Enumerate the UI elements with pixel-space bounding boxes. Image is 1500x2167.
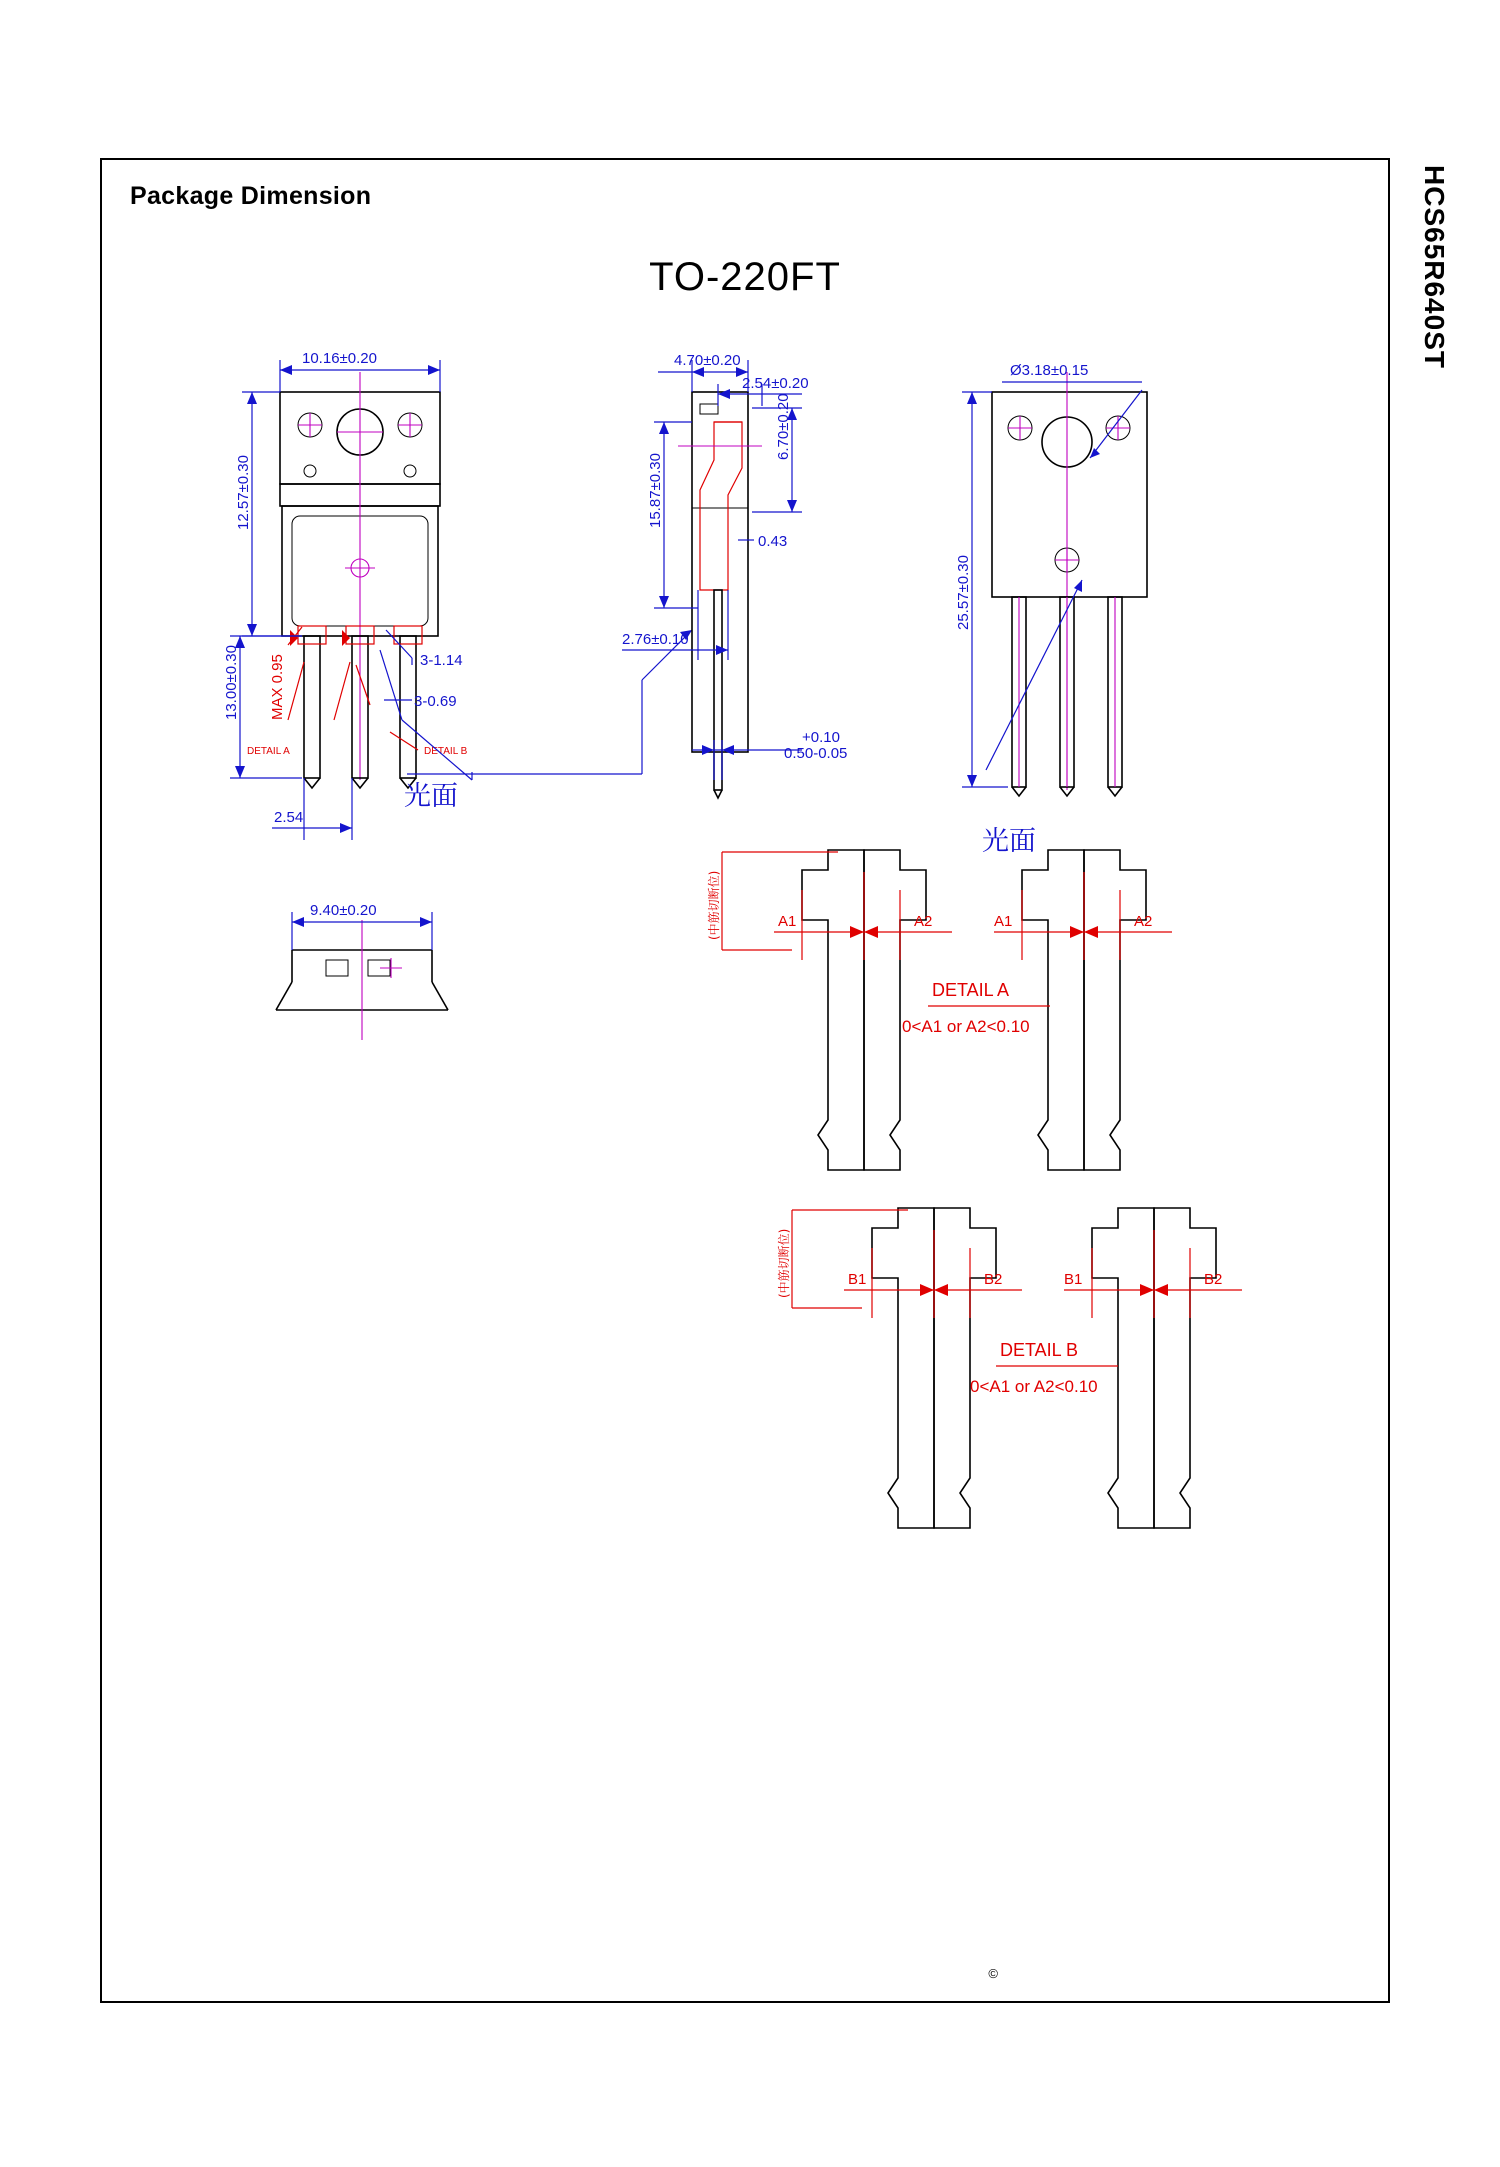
- page-title: Package Dimension: [130, 182, 372, 210]
- package-drawing: [102, 160, 1388, 2001]
- detail-a-label-a1: A1: [778, 913, 797, 930]
- side-tab-dim: 2.54±0.20: [742, 375, 809, 392]
- front-detail-a-marker: DETAIL A: [247, 746, 290, 757]
- detail-b-group: [776, 1208, 1242, 1528]
- front-width-dim: 10.16±0.20: [302, 350, 377, 367]
- detail-b-label-b1: B1: [848, 1271, 867, 1288]
- rear-hole-dim: Ø3.18±0.15: [1010, 362, 1089, 379]
- rear-view-group: [955, 362, 1147, 857]
- front-body-height-dim: 12.57±0.30: [235, 455, 252, 530]
- front-view-group: [223, 350, 692, 840]
- detail-a-label-a1-right: A1: [994, 913, 1013, 930]
- side-lead-thickness-tol: +0.10: [802, 729, 840, 746]
- side-thickness-dim: 4.70±0.20: [674, 352, 741, 369]
- drawing-page-frame: [100, 158, 1390, 2003]
- front-smooth-face-note: 光面: [404, 781, 458, 812]
- detail-b-title: DETAIL B: [1000, 1340, 1079, 1360]
- front-total-height-dim: 13.00±0.30: [223, 645, 240, 720]
- rear-total-height-dim: 25.57±0.30: [955, 555, 972, 630]
- rear-smooth-face-note: 光面: [982, 826, 1036, 857]
- side-view-group: [622, 352, 847, 798]
- bottom-view-group: [276, 902, 448, 1040]
- detail-b-label-b2-right: B2: [1204, 1271, 1223, 1288]
- side-body-height-dim: 15.87±0.30: [647, 453, 664, 528]
- detail-a-label-a2: A2: [914, 913, 933, 930]
- front-max-note: MAX 0.95: [269, 654, 286, 720]
- detail-b-label-b1-right: B1: [1064, 1271, 1083, 1288]
- side-inner-height-dim: 6.70±0.20: [775, 393, 792, 460]
- front-lead-thickness-label: 3-0.69: [414, 693, 457, 710]
- detail-a-label-a2-right: A2: [1134, 913, 1153, 930]
- side-part-number: HCS65R640ST: [1419, 165, 1450, 369]
- side-step-dim: 0.43: [758, 533, 788, 550]
- copyright-mark: ©: [988, 1966, 998, 1981]
- package-name-title: TO-220FT: [649, 255, 841, 299]
- detail-a-spec: 0<A1 or A2<0.10: [902, 1017, 1030, 1036]
- detail-b-cut-note: (中筋切断位): [777, 1228, 791, 1298]
- front-lead-pitch-dim: 2.54: [274, 809, 304, 826]
- side-lead-thickness-dim: 0.50-0.05: [784, 745, 848, 762]
- detail-a-title: DETAIL A: [932, 980, 1010, 1000]
- detail-a-group: [706, 850, 1172, 1170]
- front-lead-width-label: 3-1.14: [420, 652, 463, 669]
- side-lead-offset-dim: 2.76±0.10: [622, 631, 689, 648]
- front-detail-b-marker: DETAIL B: [424, 746, 468, 757]
- bottom-width-dim: 9.40±0.20: [310, 902, 377, 919]
- detail-b-spec: 0<A1 or A2<0.10: [970, 1377, 1098, 1396]
- detail-a-cut-note: (中筋切断位): [707, 870, 721, 940]
- detail-b-label-b2: B2: [984, 1271, 1003, 1288]
